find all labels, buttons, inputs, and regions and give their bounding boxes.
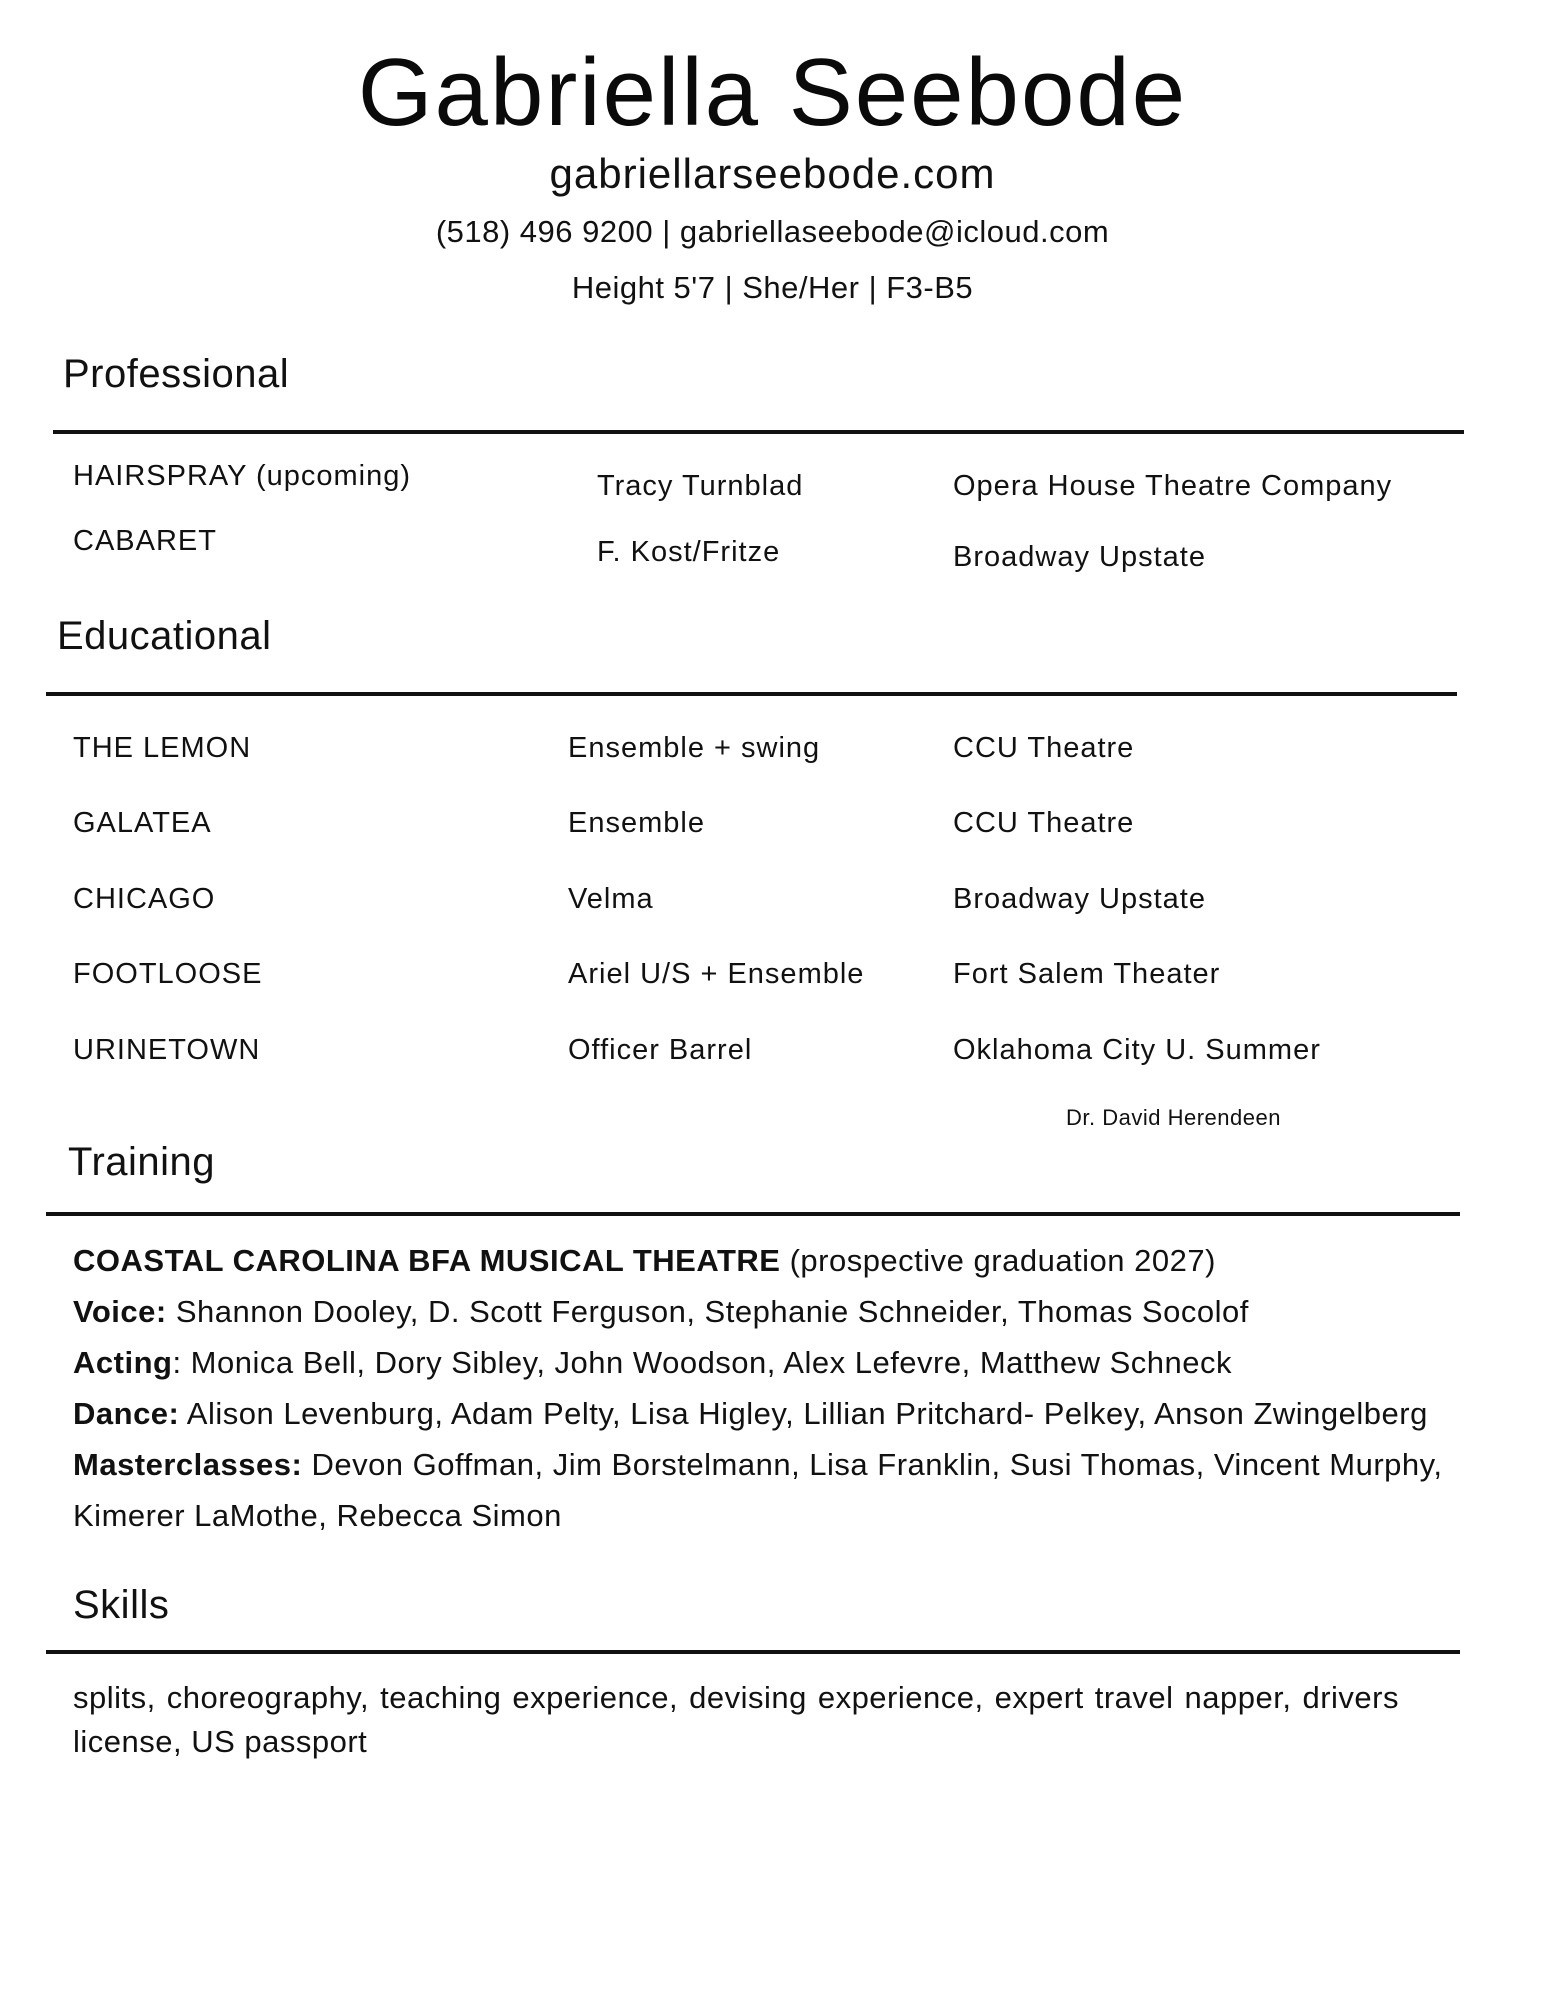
credit-role: Officer Barrel	[568, 1034, 753, 1066]
credit-role: Ensemble	[568, 807, 705, 839]
training-masterclasses-line-2: Kimerer LaMothe, Rebecca Simon	[73, 1498, 562, 1533]
section-heading-professional: Professional	[63, 352, 290, 396]
section-divider-training	[46, 1212, 1460, 1216]
candidate-name: Gabriella Seebode	[357, 39, 1188, 146]
credit-company: Broadway Upstate	[953, 541, 1206, 573]
credit-show: GALATEA	[73, 807, 212, 839]
training-acting-teachers: : Monica Bell, Dory Sibley, John Woodson, Alex Lefevre, Matthew Schneck	[172, 1345, 1233, 1380]
training-acting-label: Acting	[73, 1345, 173, 1380]
training-block	[73, 1235, 1533, 1541]
training-dance-line	[73, 1388, 1533, 1439]
section-heading-skills: Skills	[73, 1583, 170, 1627]
credit-show: THE LEMON	[73, 732, 252, 764]
section-divider-educational	[46, 692, 1457, 696]
training-program: COASTAL CAROLINA BFA MUSICAL THEATRE	[73, 1243, 781, 1278]
section-heading-training: Training	[68, 1140, 216, 1184]
credit-show: HAIRSPRAY (upcoming)	[73, 460, 412, 492]
training-voice-label: Voice:	[73, 1294, 167, 1329]
credit-show: FOOTLOOSE	[73, 958, 263, 990]
credit-role: Velma	[568, 883, 654, 915]
credit-company: Oklahoma City U. Summer	[953, 1034, 1321, 1066]
director-note: Dr. David Herendeen	[1066, 1105, 1281, 1130]
credit-role: Ensemble + swing	[568, 732, 821, 764]
credit-show: URINETOWN	[73, 1034, 261, 1066]
credit-company: Fort Salem Theater	[953, 958, 1221, 990]
section-divider-professional	[53, 430, 1464, 434]
contact-info: (518) 496 9200 | gabriellaseebode@icloud.com	[435, 214, 1110, 249]
training-voice-teachers: Shannon Dooley, D. Scott Ferguson, Stephanie Schneider, Thomas Socolof	[166, 1294, 1249, 1329]
credit-show: CABARET	[73, 525, 217, 557]
credit-company: Broadway Upstate	[953, 883, 1206, 915]
training-masterclasses-teachers: Devon Goffman, Jim Borstelmann, Lisa Franklin, Susi Thomas, Vincent Murphy,	[302, 1447, 1443, 1482]
training-masterclasses-label: Masterclasses:	[73, 1447, 303, 1482]
credit-company: Opera House Theatre Company	[953, 470, 1393, 502]
skills-text: splits, choreography, teaching experience, devising experience, expert travel napper, drivers license, US passport	[73, 1680, 1399, 1759]
training-masterclasses-line	[73, 1439, 1533, 1490]
credit-company: CCU Theatre	[953, 807, 1135, 839]
section-heading-educational: Educational	[57, 614, 272, 658]
training-dance-label: Dance:	[73, 1396, 180, 1431]
section-divider-skills	[46, 1650, 1460, 1654]
training-voice-line	[73, 1286, 1533, 1337]
credit-role: Tracy Turnblad	[597, 470, 804, 502]
website-text: gabriellarseebode.com	[549, 150, 996, 197]
training-acting-line	[73, 1337, 1533, 1388]
personal-stats: Height 5'7 | She/Her | F3-B5	[571, 270, 974, 305]
training-program-note: (prospective graduation 2027)	[780, 1243, 1216, 1278]
credit-role: F. Kost/Fritze	[597, 536, 781, 568]
credit-show: CHICAGO	[73, 883, 216, 915]
credit-role: Ariel U/S + Ensemble	[568, 958, 865, 990]
training-dance-teachers: Alison Levenburg, Adam Pelty, Lisa Higley, Lillian Pritchard- Pelkey, Anson Zwingelberg	[179, 1396, 1428, 1431]
credit-company: CCU Theatre	[953, 732, 1135, 764]
training-program-line	[73, 1235, 1533, 1286]
